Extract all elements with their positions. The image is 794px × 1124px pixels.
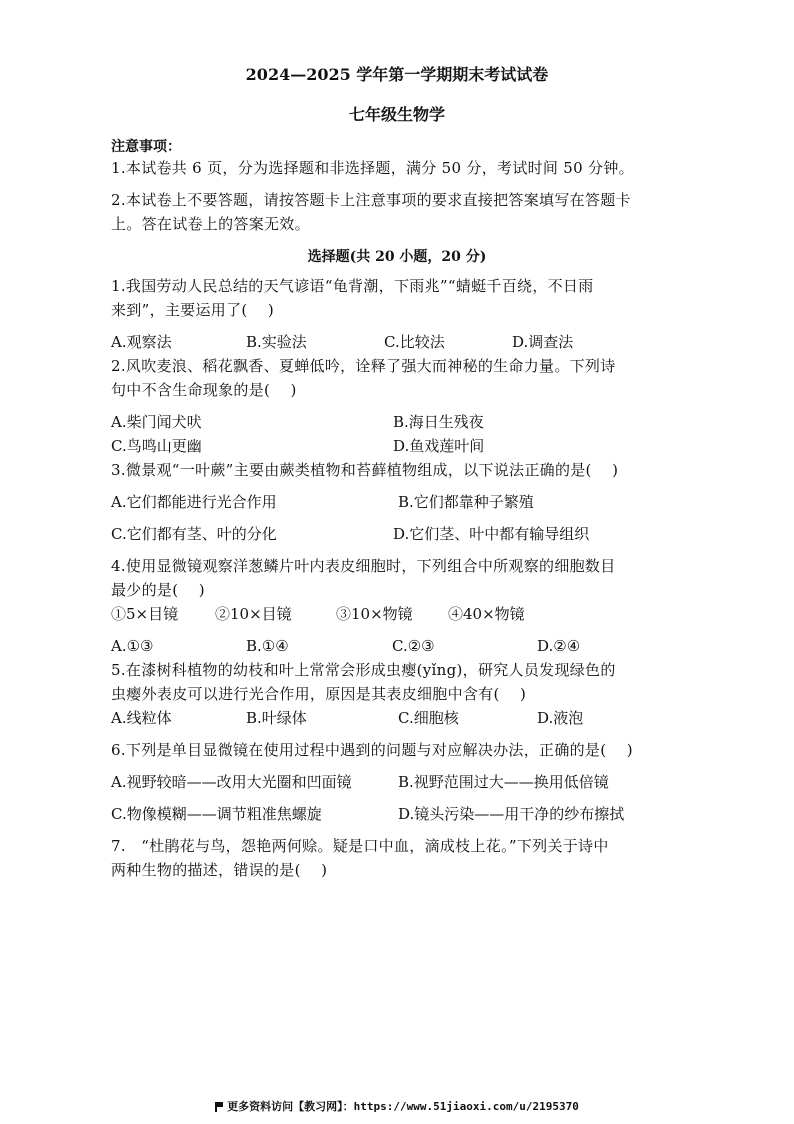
q5-option-c[interactable]: C.细胞核 [398, 709, 459, 727]
q4-choice-4: ④40×物镜 [448, 605, 525, 623]
question-5-line-1: 5.在漆树科植物的幼枝和叶上常常会形成虫瘿(yǐng)，研究人员发现绿色的 [111, 661, 616, 679]
footer-link[interactable] [0, 1098, 794, 1114]
q4-option-c[interactable]: C.②③ [392, 637, 435, 655]
q6-option-a[interactable]: A.视野较暗——改用大光圈和凹面镜 [111, 773, 352, 791]
question-1-line-2: 来到”，主要运用了( ) [111, 301, 275, 319]
question-1-line-1: 1.我国劳动人民总结的天气谚语“龟背潮，下雨兆”“蜻蜓千百绕，不日雨 [111, 277, 594, 295]
q4-choice-1: ①5×目镜 [111, 605, 179, 623]
q2-option-d[interactable]: D.鱼戏莲叶间 [393, 437, 485, 455]
q3-option-a[interactable]: A.它们都能进行光合作用 [111, 493, 277, 511]
question-5-line-2: 虫瘿外表皮可以进行光合作用，原因是其表皮细胞中含有( ) [111, 685, 527, 703]
q1-option-c[interactable]: C.比较法 [384, 333, 445, 351]
note-item-1: 1.本试卷共 6 页，分为选择题和非选择题，满分 50 分，考试时间 50 分钟。 [111, 159, 634, 177]
q3-option-c[interactable]: C.它们都有茎、叶的分化 [111, 525, 277, 543]
question-4-line-1: 4.使用显微镜观察洋葱鳞片叶内表皮细胞时，下列组合中所观察的细胞数目 [111, 557, 616, 575]
q4-option-b[interactable]: B.①④ [246, 637, 289, 655]
q5-option-b[interactable]: B.叶绿体 [246, 709, 307, 727]
notes-heading: 注意事项： [111, 139, 181, 155]
q4-choice-2: ②10×目镜 [215, 605, 292, 623]
q1-option-a[interactable]: A.观察法 [111, 333, 172, 351]
q2-option-b[interactable]: B.海日生残夜 [393, 413, 484, 431]
q6-option-d[interactable]: D.镜头污染——用干净的纱布擦拭 [398, 805, 625, 823]
q2-option-c[interactable]: C.鸟鸣山更幽 [111, 437, 202, 455]
q5-option-a[interactable]: A.线粒体 [111, 709, 172, 727]
q4-option-d[interactable]: D.②④ [537, 637, 581, 655]
q1-option-b[interactable]: B.实验法 [246, 333, 307, 351]
q3-option-d[interactable]: D.它们茎、叶中都有输导组织 [393, 525, 590, 543]
footer-text: 更多资料访问【教习网】：https://www.51jiaoxi.com/u/2195370 [227, 1100, 579, 1113]
exam-subtitle: 七年级生物学 [348, 105, 445, 124]
q3-option-b[interactable]: B.它们都靠种子繁殖 [398, 493, 534, 511]
question-2-line-2: 句中不含生命现象的是( ) [111, 381, 297, 399]
question-6-line-1: 6.下列是单目显微镜在使用过程中遇到的问题与对应解决办法，正确的是( ) [111, 741, 633, 759]
question-7-line-1: 7. “杜鹃花与鸟，怨艳两何赊。疑是口中血，滴成枝上花。”下列关于诗中 [111, 837, 609, 855]
q2-option-a[interactable]: A.柴门闻犬吠 [111, 413, 202, 431]
question-7-line-2: 两种生物的描述，错误的是( ) [111, 861, 328, 879]
question-4-line-2: 最少的是( ) [111, 581, 205, 599]
q4-option-a[interactable]: A.①③ [111, 637, 154, 655]
note-item-2-line-2: 上。答在试卷上的答案无效。 [111, 215, 310, 233]
q1-option-d[interactable]: D.调查法 [512, 333, 574, 351]
section-title: 选择题(共 20 小题，20 分) [307, 249, 487, 265]
exam-title: 2024—2025 学年第一学期期末考试试卷 [245, 65, 549, 84]
question-2-line-1: 2.风吹麦浪、稻花飘香、夏蝉低吟，诠释了强大而神秘的生命力量。下列诗 [111, 357, 616, 375]
question-3-line-1: 3.微景观“一叶蕨”主要由蕨类植物和苔藓植物组成，以下说法正确的是( ) [111, 461, 619, 479]
note-item-2-line-1: 2.本试卷上不要答题，请按答题卡上注意事项的要求直接把答案填写在答题卡 [111, 191, 631, 209]
flag-icon [215, 1102, 223, 1111]
q5-option-d[interactable]: D.液泡 [537, 709, 584, 727]
q4-choice-3: ③10×物镜 [336, 605, 413, 623]
q6-option-b[interactable]: B.视野范围过大——换用低倍镜 [398, 773, 609, 791]
q6-option-c[interactable]: C.物像模糊——调节粗准焦螺旋 [111, 805, 322, 823]
